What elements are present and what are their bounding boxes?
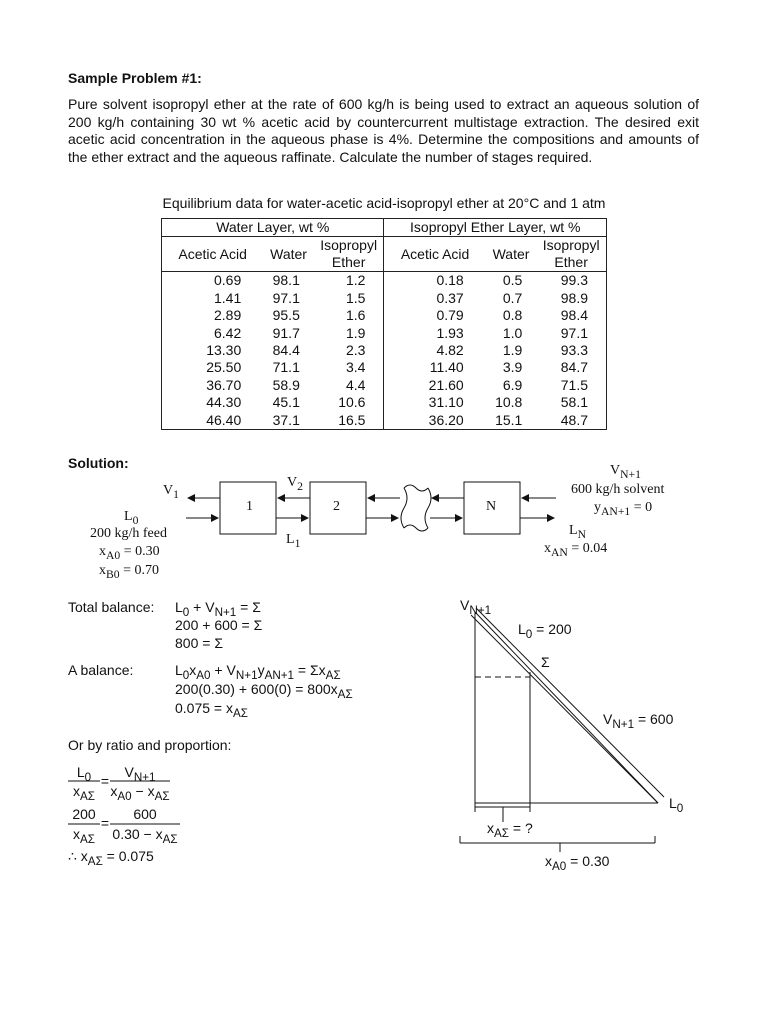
table-cell: 37.1 xyxy=(272,411,300,428)
table-cell: 98.1 xyxy=(272,272,300,289)
problem-statement: Pure solvent isopropyl ether at the rate of 600 kg/h is being used to extract an aqueous solution of 200 kg/h containing 30 wt % acetic acid by countercurrent multistage extraction. The desired exit acetic acid concentration in the aqueous phase is 4%. Determine the compositions and amounts of the ether extract and the aqueous raffinate. Calculate the number of stages required. xyxy=(68,96,699,165)
water-layer-header: Water Layer, wt % xyxy=(162,219,384,237)
v2-label: $V_2$ xyxy=(287,475,303,493)
table-cell: 1.0 xyxy=(502,324,523,341)
table-cell: 6.9 xyxy=(502,376,523,393)
v1-label: $V_1$ xyxy=(163,483,179,501)
table-cell: 10.8 xyxy=(495,394,523,411)
frac1-den-left: $x_{A\Sigma}$ xyxy=(73,783,95,803)
table-cell: 0.37 xyxy=(436,289,464,306)
table-cell: 1.9 xyxy=(314,325,384,342)
table-cell: 11.40 xyxy=(429,359,464,376)
table-cell: 1.9 xyxy=(502,342,523,359)
frac1-den-right: $x_{A0} - x_{A\Sigma}$ xyxy=(110,783,170,803)
frac1-equals: = xyxy=(100,773,110,789)
frac2-den-left: $x_{A\Sigma}$ xyxy=(73,826,95,846)
solvent-label: 600 kg/h solvent xyxy=(571,482,665,497)
table-cell: 1.6 xyxy=(314,307,384,324)
graph-mix-line-b xyxy=(471,615,658,803)
col-isopropyl-ether-ether: Isopropyl Ether xyxy=(536,237,606,272)
col-isopropyl-ether: Isopropyl Ether xyxy=(314,237,384,272)
total-balance-eq3: 800 = Σ xyxy=(175,635,223,651)
feed-label: 200 kg/h feed xyxy=(90,526,167,541)
table-cell: 4.82 xyxy=(436,342,464,359)
problem-title: Sample Problem #1: xyxy=(68,70,202,86)
table-cell: 1.41 xyxy=(214,289,242,306)
graph-sigma-label: Σ xyxy=(541,654,550,670)
table-cell: 1.93 xyxy=(436,324,464,341)
frac2-equals: = xyxy=(100,815,110,831)
graph-xae-label: $x_{A\Sigma}$ = ? xyxy=(487,820,533,840)
table-cell: 58.1 xyxy=(560,394,588,411)
graph-vn1-top-label: $V_{N+1}$ xyxy=(460,597,492,617)
total-balance-label: Total balance: xyxy=(68,599,155,615)
frac2-den-right: $0.30 - x_{A\Sigma}$ xyxy=(112,826,178,846)
table-cell: 3.9 xyxy=(502,359,523,376)
table-cell: 0.5 xyxy=(502,272,523,289)
table-cell: 1.5 xyxy=(314,290,384,307)
ether-layer-header: Isopropyl Ether Layer, wt % xyxy=(384,219,607,237)
a-balance-eq2: $200(0.30) + 600(0) = 800x_{A\Sigma}$ xyxy=(175,681,353,701)
graph-xa0-label: $x_{A0} = 0.30$ xyxy=(545,853,610,873)
table-cell: 6.42 xyxy=(214,324,242,341)
total-balance-eq1: $L_0 + V_{N+1} = \Sigma$ xyxy=(175,599,261,619)
a-balance-eq1: $L_0x_{A0} + V_{N+1}y_{AN+1} = \Sigma x_{A\Sigma}$ xyxy=(175,662,341,682)
result-line: ∴ $x_{A\Sigma} = 0.075$ xyxy=(68,848,154,868)
table-cell: 15.1 xyxy=(495,411,523,428)
solution-heading: Solution: xyxy=(68,455,129,471)
table-cell: 10.6 xyxy=(314,394,384,411)
xa0-label: $x_{A0} = 0.30$ xyxy=(99,544,160,562)
table-cell: 0.7 xyxy=(502,289,523,306)
l0-label: $L_0$ xyxy=(124,509,139,527)
col-water: Water xyxy=(263,237,314,272)
table-cell: 93.3 xyxy=(560,342,588,359)
table-cell: 91.7 xyxy=(272,324,300,341)
stage-n-label: N xyxy=(486,499,497,514)
ratio-label: Or by ratio and proportion: xyxy=(68,737,232,753)
table-cell: 0.8 xyxy=(502,307,523,324)
table-cell: 45.1 xyxy=(272,394,300,411)
frac2-num-left: 200 xyxy=(72,806,96,822)
table-cell: 98.9 xyxy=(560,289,588,306)
col-water-ether: Water xyxy=(486,237,537,272)
table-cell: 21.60 xyxy=(428,376,464,393)
table-cell: 13.30 xyxy=(206,342,242,359)
table-cell: 99.3 xyxy=(560,272,588,289)
table-cell: 97.1 xyxy=(560,324,588,341)
xb0-label: $x_{B0} = 0.70$ xyxy=(99,563,160,581)
table-cell: 84.4 xyxy=(272,342,300,359)
a-balance-eq3: $0.075 = x_{A\Sigma}$ xyxy=(175,700,248,720)
break-symbol xyxy=(401,485,431,531)
col-acetic-acid: Acetic Acid xyxy=(162,237,264,272)
frac1-num-left: $L_0$ xyxy=(76,764,92,784)
table-cell: 0.18 xyxy=(436,272,464,289)
table-cell: 71.5 xyxy=(560,376,588,393)
table-cell: 3.4 xyxy=(314,359,384,376)
table-cell: 71.1 xyxy=(272,359,300,376)
stage-1-label: 1 xyxy=(246,499,253,514)
table-cell: 95.5 xyxy=(272,307,300,324)
table-cell: 36.70 xyxy=(206,376,242,393)
table-cell: 36.20 xyxy=(428,411,464,428)
table-cell: 46.40 xyxy=(206,411,242,428)
frac2-num-right: 600 xyxy=(133,806,157,822)
ln-label: $L_N$ xyxy=(569,523,586,541)
table-cell: 84.7 xyxy=(560,359,588,376)
col-acetic-acid-ether: Acetic Acid xyxy=(384,237,486,272)
table-cell: 4.4 xyxy=(314,377,384,394)
yan1-label: $y_{AN+1} = 0$ xyxy=(594,500,653,518)
table-cell: 44.30 xyxy=(206,394,242,411)
table-cell: 2.89 xyxy=(214,307,242,324)
graph-vn1-600-label: $V_{N+1} = 600$ xyxy=(603,711,674,731)
table-cell: 31.10 xyxy=(428,394,464,411)
table-cell: 97.1 xyxy=(272,289,300,306)
table-cell: 98.4 xyxy=(560,307,588,324)
table-cell: 1.2 xyxy=(314,272,384,290)
l1-label: $L_1$ xyxy=(286,532,301,550)
frac1-num-right: $V_{N+1}$ xyxy=(124,764,156,784)
stage-2-label: 2 xyxy=(333,499,340,514)
xan-label: $x_{AN} = 0.04$ xyxy=(544,541,608,559)
table-cell: 25.50 xyxy=(206,359,242,376)
table-cell: 16.5 xyxy=(314,412,384,430)
a-balance-label: A balance: xyxy=(68,662,134,678)
total-balance-eq2: 200 + 600 = Σ xyxy=(175,617,263,633)
table-cell: 48.7 xyxy=(560,411,588,428)
graph-l0-200-label: $L_0 = 200$ xyxy=(518,621,572,641)
vn1-label: $V_{N+1}$ xyxy=(610,463,641,481)
table-cell: 58.9 xyxy=(272,376,300,393)
table-cell: 2.3 xyxy=(314,342,384,359)
table-cell: 0.79 xyxy=(436,307,464,324)
table-caption: Equilibrium data for water-acetic acid-isopropyl ether at 20°C and 1 atm xyxy=(162,195,606,211)
table-cell: 0.69 xyxy=(214,272,242,289)
graph-l0-end-label: $L_0$ xyxy=(669,795,684,815)
